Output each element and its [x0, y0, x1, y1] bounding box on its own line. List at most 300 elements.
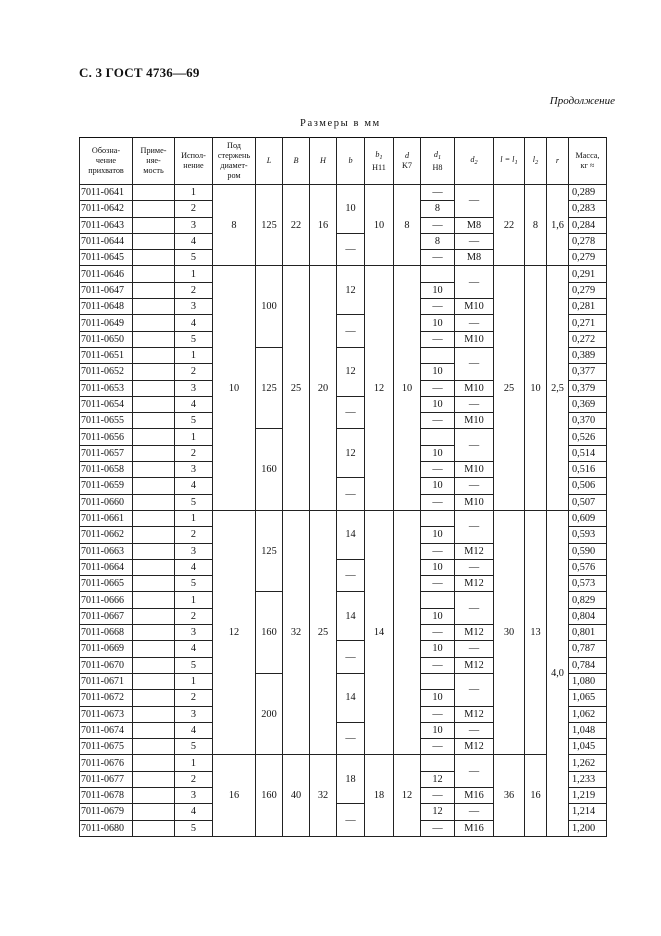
column-header-H: H	[310, 138, 337, 185]
table-cell: 7011-0656	[80, 429, 133, 445]
table-cell: 7011-0678	[80, 787, 133, 803]
table-cell: 1	[175, 185, 213, 201]
table-cell: 7011-0674	[80, 722, 133, 738]
column-header-ispolnenie: Испол- нение	[175, 138, 213, 185]
table-cell: 0,377	[569, 364, 607, 380]
table-cell	[133, 494, 175, 510]
table-cell: 3	[175, 706, 213, 722]
table-cell: —	[337, 396, 365, 429]
table-cell: 0,291	[569, 266, 607, 282]
column-header-r: r	[547, 138, 569, 185]
table-cell: —	[455, 510, 494, 543]
table-cell: M10	[455, 380, 494, 396]
table-cell	[421, 266, 455, 282]
table-cell: M10	[455, 462, 494, 478]
table-cell: 2	[175, 608, 213, 624]
table-cell: 0,784	[569, 657, 607, 673]
table-cell: 125	[256, 510, 283, 591]
table-cell: —	[455, 478, 494, 494]
table-cell: 25	[310, 510, 337, 754]
table-cell	[133, 315, 175, 331]
table-cell: M8	[455, 250, 494, 266]
table-cell	[133, 396, 175, 412]
table-cell: 7011-0652	[80, 364, 133, 380]
table-cell: 7011-0666	[80, 592, 133, 608]
table-cell: 10	[421, 478, 455, 494]
table-cell: 7011-0668	[80, 625, 133, 641]
table-cell: 3	[175, 787, 213, 803]
table-cell: 4	[175, 315, 213, 331]
table-cell: 5	[175, 413, 213, 429]
table-cell: 1,048	[569, 722, 607, 738]
table-cell: 40	[283, 755, 310, 836]
table-cell: —	[421, 739, 455, 755]
table-cell: 30	[494, 510, 525, 754]
table-cell	[133, 787, 175, 803]
table-cell: 0,576	[569, 559, 607, 575]
table-cell	[133, 510, 175, 526]
table-cell: —	[455, 233, 494, 249]
table-cell: 2,5	[547, 266, 569, 510]
table-cell: 10	[525, 266, 547, 510]
table-cell: —	[421, 331, 455, 347]
table-cell	[133, 755, 175, 771]
table-cell: 7011-0667	[80, 608, 133, 624]
table-cell: —	[337, 804, 365, 837]
table-cell: 22	[494, 185, 525, 266]
table-cell: 7011-0647	[80, 282, 133, 298]
table-cell: M12	[455, 625, 494, 641]
column-header-subscript: 1	[437, 153, 442, 161]
table-cell: 10	[421, 722, 455, 738]
table-cell: 7011-0671	[80, 673, 133, 689]
table-cell: 22	[283, 185, 310, 266]
table-cell: 7011-0679	[80, 804, 133, 820]
table-cell: 7011-0653	[80, 380, 133, 396]
table-cell: —	[421, 413, 455, 429]
table-cell: 0,514	[569, 445, 607, 461]
table-cell: 0,801	[569, 625, 607, 641]
table-cell: 160	[256, 755, 283, 836]
table-cell: —	[421, 625, 455, 641]
table-cell: 200	[256, 673, 283, 754]
table-cell	[133, 673, 175, 689]
table-cell	[133, 527, 175, 543]
table-cell: 10	[213, 266, 256, 510]
table-cell: —	[455, 804, 494, 820]
column-header-d1	[421, 138, 455, 185]
table-cell: 12	[337, 429, 365, 478]
table-cell: 7011-0665	[80, 576, 133, 592]
table-cell: 7011-0672	[80, 690, 133, 706]
column-header-l2	[525, 138, 547, 185]
table-cell: 1	[175, 755, 213, 771]
table-cell: 16	[310, 185, 337, 266]
table-cell: 5	[175, 494, 213, 510]
table-cell: 7011-0644	[80, 233, 133, 249]
table-cell: 10	[421, 527, 455, 543]
table-cell	[133, 217, 175, 233]
table-body	[80, 185, 607, 837]
column-header-b1	[365, 138, 394, 185]
table-cell	[421, 592, 455, 608]
table-cell	[421, 673, 455, 689]
table-cell: 14	[337, 673, 365, 722]
table-cell: 2	[175, 364, 213, 380]
table-cell: 32	[283, 510, 310, 754]
table-cell: 25	[494, 266, 525, 510]
table-cell: —	[421, 706, 455, 722]
table-cell: M8	[455, 217, 494, 233]
column-header-d2	[455, 138, 494, 185]
table-cell: M10	[455, 299, 494, 315]
table-cell: 0,284	[569, 217, 607, 233]
table-cell	[421, 510, 455, 526]
table-cell: —	[455, 315, 494, 331]
table-cell	[133, 299, 175, 315]
table-cell: 10	[421, 559, 455, 575]
table-cell: 12	[337, 266, 365, 315]
table-cell: 36	[494, 755, 525, 836]
table-cell: 0,526	[569, 429, 607, 445]
table-cell: 0,379	[569, 380, 607, 396]
table-cell: 1	[175, 347, 213, 363]
table-cell: 0,271	[569, 315, 607, 331]
table-cell: 3	[175, 462, 213, 478]
table-cell: 0,283	[569, 201, 607, 217]
table-cell: —	[421, 185, 455, 201]
table-cell: 5	[175, 576, 213, 592]
table-cell: 2	[175, 445, 213, 461]
table-cell: 1,219	[569, 787, 607, 803]
table-cell: 16	[213, 755, 256, 836]
table-cell	[133, 722, 175, 738]
table-cell: —	[455, 641, 494, 657]
table-cell: 4	[175, 396, 213, 412]
table-cell: 25	[283, 266, 310, 510]
table-cell: —	[421, 217, 455, 233]
table-cell: 0,516	[569, 462, 607, 478]
table-cell: 12	[337, 347, 365, 396]
table-cell	[133, 364, 175, 380]
table-cell: 7011-0680	[80, 820, 133, 836]
table-cell: 7011-0670	[80, 657, 133, 673]
table-cell	[133, 771, 175, 787]
table-cell	[133, 478, 175, 494]
table-cell: 7011-0673	[80, 706, 133, 722]
table-row	[80, 266, 607, 282]
table-cell: 0,289	[569, 185, 607, 201]
table-cell: M16	[455, 820, 494, 836]
table-cell: 32	[310, 755, 337, 836]
table-cell: 1,214	[569, 804, 607, 820]
table-cell: 8	[421, 201, 455, 217]
table-cell: —	[421, 380, 455, 396]
table-cell: 7011-0655	[80, 413, 133, 429]
table-cell	[133, 413, 175, 429]
table-cell: —	[421, 787, 455, 803]
table-cell: 7011-0648	[80, 299, 133, 315]
table-cell	[394, 510, 421, 754]
table-cell: 12	[213, 510, 256, 754]
table-cell: 7011-0642	[80, 201, 133, 217]
table-cell	[421, 347, 455, 363]
table-header	[80, 138, 607, 185]
table-cell	[133, 380, 175, 396]
table-cell: M10	[455, 413, 494, 429]
table-cell: —	[455, 722, 494, 738]
table-cell: 0,804	[569, 608, 607, 624]
table-cell: —	[421, 462, 455, 478]
table-cell: 14	[337, 592, 365, 641]
table-cell: 0,573	[569, 576, 607, 592]
table-cell: M12	[455, 576, 494, 592]
table-cell: 2	[175, 527, 213, 543]
column-header-massa: Масса, кг ≈	[569, 138, 607, 185]
table-cell: 12	[365, 266, 394, 510]
table-cell: 0,278	[569, 233, 607, 249]
table-cell: 5	[175, 739, 213, 755]
table-cell: 5	[175, 820, 213, 836]
table-cell: —	[421, 820, 455, 836]
table-cell: 1	[175, 510, 213, 526]
table-cell: 0,272	[569, 331, 607, 347]
table-cell: 7011-0660	[80, 494, 133, 510]
column-header-symbol: l	[532, 154, 536, 164]
dimensions-note: Размеры в мм	[300, 118, 381, 129]
table-cell	[133, 804, 175, 820]
column-header-oboznachenie: Обозна- чение прихватов	[80, 138, 133, 185]
document-header: С. 3 ГОСТ 4736—69	[79, 65, 200, 80]
table-cell: 16	[525, 755, 547, 836]
table-cell: —	[421, 657, 455, 673]
table-cell	[421, 755, 455, 771]
table-cell: 10	[421, 641, 455, 657]
table-cell	[133, 331, 175, 347]
table-cell: 7011-0645	[80, 250, 133, 266]
table-cell: 0,829	[569, 592, 607, 608]
column-header-primenyaemost: Приме- няе- мость	[133, 138, 175, 185]
table-cell: —	[337, 478, 365, 511]
table-cell: 1,065	[569, 690, 607, 706]
table-cell: M12	[455, 706, 494, 722]
table-cell: 8	[394, 185, 421, 266]
table-cell: 7011-0649	[80, 315, 133, 331]
table-cell: 7011-0661	[80, 510, 133, 526]
table-cell	[133, 657, 175, 673]
column-header-symbol: d	[433, 149, 438, 159]
table-cell: 0,369	[569, 396, 607, 412]
table-cell: 1	[175, 266, 213, 282]
table-cell: 12	[394, 755, 421, 836]
table-cell: —	[455, 266, 494, 299]
table-cell: 4	[175, 478, 213, 494]
table-cell: —	[455, 673, 494, 706]
table-cell: 1	[175, 592, 213, 608]
column-header-tolerance: K7	[401, 161, 412, 170]
table-cell: 14	[337, 510, 365, 559]
table-cell	[133, 559, 175, 575]
table-cell	[133, 543, 175, 559]
table-cell: M12	[455, 657, 494, 673]
table-cell: 4	[175, 559, 213, 575]
table-cell: M10	[455, 494, 494, 510]
table-cell: 0,279	[569, 250, 607, 266]
column-header-subscript: 1	[514, 158, 518, 166]
table-cell: 1,062	[569, 706, 607, 722]
table-cell: 10	[421, 690, 455, 706]
table-cell: 5	[175, 657, 213, 673]
table-cell: 10	[421, 396, 455, 412]
column-header-subscript: 2	[535, 158, 539, 166]
table-cell: 4,0	[547, 510, 569, 836]
table-cell: 10	[421, 364, 455, 380]
table-cell: —	[421, 543, 455, 559]
table-cell	[133, 233, 175, 249]
table-cell: 7011-0643	[80, 217, 133, 233]
table-cell: M16	[455, 787, 494, 803]
table-cell: 10	[421, 608, 455, 624]
table-cell: —	[337, 641, 365, 674]
table-cell: 125	[256, 347, 283, 428]
table-cell: 1,080	[569, 673, 607, 689]
table-cell: 7011-0676	[80, 755, 133, 771]
table-cell: 7011-0657	[80, 445, 133, 461]
dimensions-table	[79, 137, 607, 837]
header-row	[80, 138, 607, 185]
table-cell	[133, 266, 175, 282]
table-cell: 1,262	[569, 755, 607, 771]
continuation-label: Продолжение	[549, 95, 615, 107]
table-cell: 7011-0659	[80, 478, 133, 494]
table-cell: 3	[175, 380, 213, 396]
table-cell	[133, 445, 175, 461]
table-cell: —	[421, 299, 455, 315]
table-cell: —	[421, 576, 455, 592]
table-cell: 7011-0664	[80, 559, 133, 575]
table-cell: 10	[421, 315, 455, 331]
table-cell: 4	[175, 641, 213, 657]
column-header-symbol: l = l	[500, 154, 515, 164]
table-cell: 160	[256, 429, 283, 510]
table-cell: 12	[421, 771, 455, 787]
table-cell: —	[337, 559, 365, 592]
table-cell: 18	[365, 755, 394, 836]
table-cell: 10	[421, 282, 455, 298]
table-cell: 14	[365, 510, 394, 754]
table-cell: 7011-0658	[80, 462, 133, 478]
table-cell: 1	[175, 429, 213, 445]
table-cell: 3	[175, 299, 213, 315]
table-cell	[133, 250, 175, 266]
table-cell: M10	[455, 331, 494, 347]
table-cell: 1,200	[569, 820, 607, 836]
table-cell: 7011-0651	[80, 347, 133, 363]
table-cell: 3	[175, 543, 213, 559]
table-cell: 7011-0677	[80, 771, 133, 787]
table-cell: 0,281	[569, 299, 607, 315]
table-cell: 2	[175, 771, 213, 787]
table-cell: —	[421, 494, 455, 510]
column-header-tolerance: H11	[372, 162, 386, 172]
table-cell: 7011-0641	[80, 185, 133, 201]
table-cell: 0,593	[569, 527, 607, 543]
table-cell: 7011-0646	[80, 266, 133, 282]
table-cell: 1,045	[569, 739, 607, 755]
column-header-B: B	[283, 138, 310, 185]
table-cell: 13	[525, 510, 547, 754]
table-cell: 0,389	[569, 347, 607, 363]
table-cell: 0,279	[569, 282, 607, 298]
table-cell: 1,233	[569, 771, 607, 787]
table-cell: 0,609	[569, 510, 607, 526]
table-cell: 7011-0663	[80, 543, 133, 559]
table-cell	[133, 739, 175, 755]
table-cell	[133, 690, 175, 706]
table-cell: —	[455, 429, 494, 462]
table-cell: 0,507	[569, 494, 607, 510]
column-header-subscript: 2	[474, 158, 478, 166]
table-cell: —	[455, 559, 494, 575]
table-cell	[133, 592, 175, 608]
table-cell: 7011-0650	[80, 331, 133, 347]
column-header-symbol: d	[404, 151, 410, 160]
table-cell: 0,370	[569, 413, 607, 429]
table-row	[80, 510, 607, 526]
table-cell	[133, 185, 175, 201]
table-cell: 7011-0654	[80, 396, 133, 412]
table-cell: 3	[175, 217, 213, 233]
table-cell: 12	[421, 804, 455, 820]
table-cell	[133, 429, 175, 445]
table-cell: 3	[175, 625, 213, 641]
table-cell: —	[455, 755, 494, 788]
table-cell: 10	[421, 445, 455, 461]
table-cell: 100	[256, 266, 283, 347]
column-header-subscript: 1	[379, 153, 383, 161]
table-cell	[133, 706, 175, 722]
table-cell	[133, 576, 175, 592]
table-cell: 7011-0675	[80, 739, 133, 755]
table-cell	[133, 820, 175, 836]
table-cell	[133, 201, 175, 217]
table-cell: 1	[175, 673, 213, 689]
table-cell: 0,590	[569, 543, 607, 559]
table-cell: 10	[394, 266, 421, 510]
table-cell: 0,787	[569, 641, 607, 657]
table-cell: 7011-0662	[80, 527, 133, 543]
table-cell: 5	[175, 250, 213, 266]
table-cell: 20	[310, 266, 337, 510]
table-cell: 4	[175, 233, 213, 249]
table-cell: 160	[256, 592, 283, 673]
column-header-symbol: b	[375, 149, 380, 159]
table-cell	[133, 608, 175, 624]
table-cell	[133, 347, 175, 363]
table-row	[80, 185, 607, 201]
table-cell: —	[455, 185, 494, 218]
column-header-b: b	[337, 138, 365, 185]
table-cell: 5	[175, 331, 213, 347]
table-cell: —	[455, 347, 494, 380]
table-cell: M12	[455, 739, 494, 755]
table-cell: 125	[256, 185, 283, 266]
table-cell: —	[455, 396, 494, 412]
table-cell: 2	[175, 201, 213, 217]
table-cell: 0,506	[569, 478, 607, 494]
table-cell: 4	[175, 804, 213, 820]
table-cell: 1,6	[547, 185, 569, 266]
